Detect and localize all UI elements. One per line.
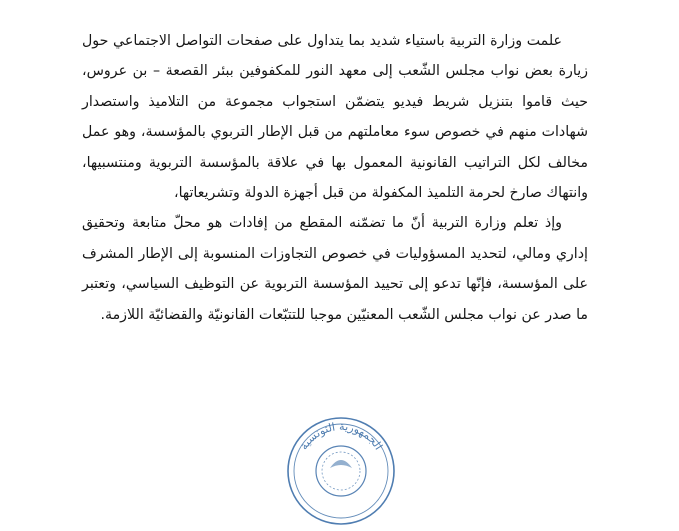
official-seal [286, 416, 396, 526]
official-seal-graphic [286, 416, 396, 526]
statement-body [82, 26, 588, 330]
seal-lettering: الجمهورية التونسية [297, 419, 386, 453]
paragraph-1: علمت وزارة التربية باستياء شديد بما يتداول على صفحات التواصل الاجتماعي حول زيارة بعض نواب مجلس الشّعب إلى معهد النور للمكفوفين ببئر القصعة – بن عروس، حيث قاموا بتنزيل شريط فيديو يتضمّن استجواب مجموعة من التلاميذ واستصدار شهادات منهم في خصوص سوء معاملتهم من قبل الإطار التربوي بالمؤسسة، وهو عمل مخالف لكل التراتيب القانونية المعمول بها في علاقة بالمؤسسة التربوية ومنتسبيها، وانتهاك صارخ لحرمة التلميذ المكفولة من قبل أجهزة الدولة وتشريعاتها، [82, 33, 588, 202]
paragraph-2: وإذ تعلم وزارة التربية أنّ ما تضمّنه المقطع من إفادات هو محلّ متابعة وتحقيق إداري ومالي، لتحديد المسؤوليات في خصوص التجاوزات المنسوبة إلى الإطار المشرف على المؤسسة، فإنّها تدعو إلى تحييد المؤسسة التربوية عن التوظيف السياسي، وتعتبر ما صدر عن نواب مجلس الشّعب المعنيّين موجبا للتتبّعات القانونيّة والقضائيّة اللازمة. [82, 215, 588, 323]
